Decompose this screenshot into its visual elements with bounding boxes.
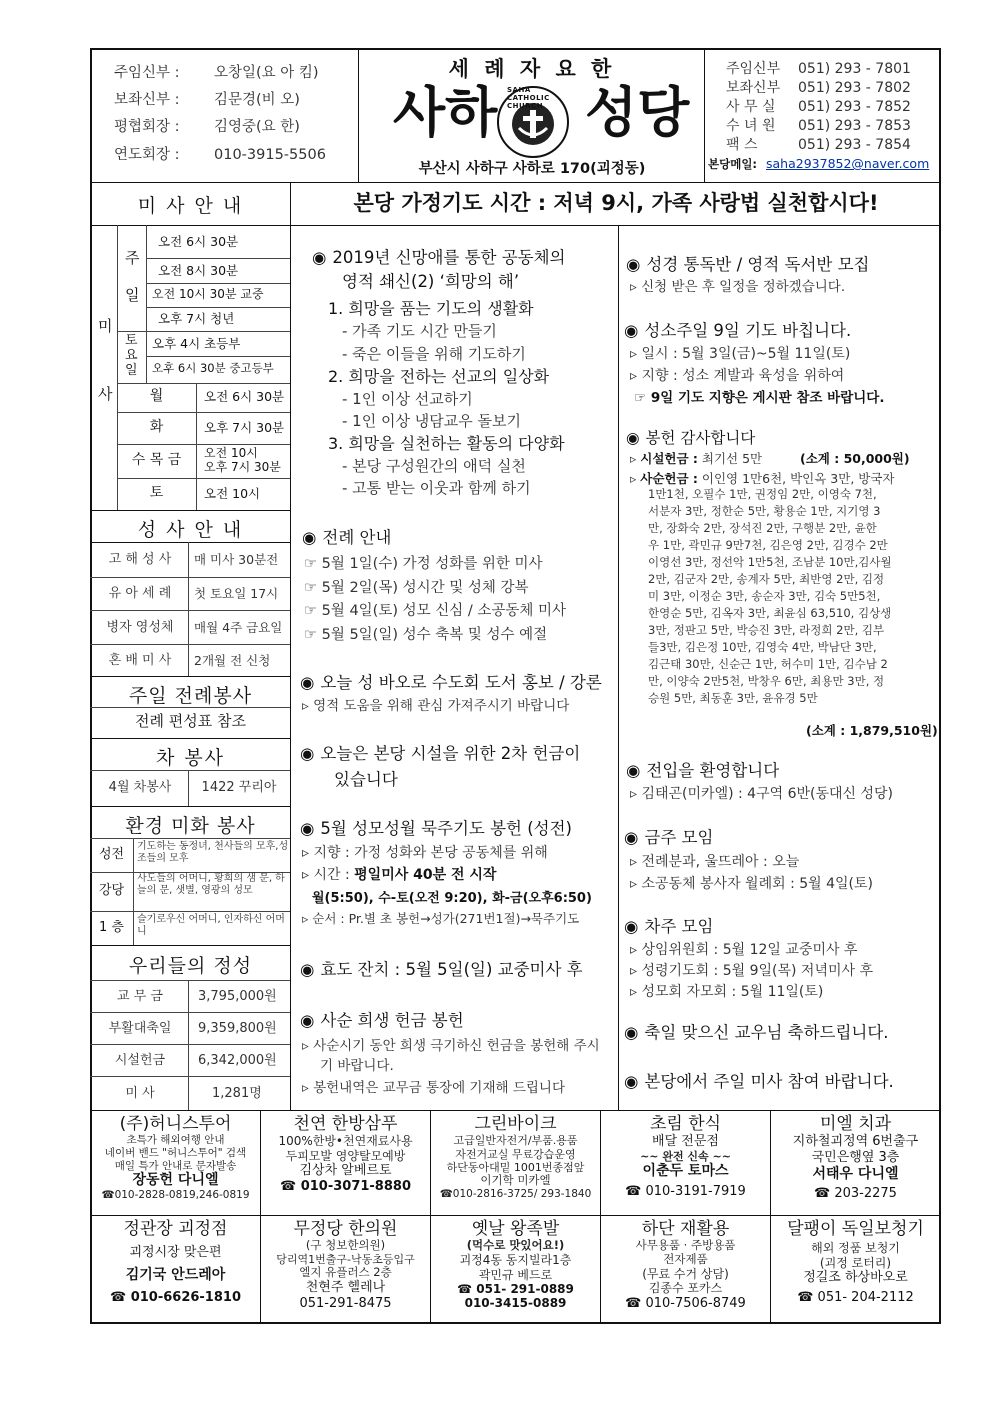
divider: [90, 1076, 290, 1077]
triangle-icon: ▹: [630, 984, 638, 1000]
ad-name: 정관장 괴정점: [123, 1219, 228, 1239]
ad-line: 초특가 해외여행 안내: [126, 1134, 225, 1147]
bullet-icon: ◉: [624, 917, 639, 936]
car-title: 차 봉사: [155, 747, 226, 769]
bullet-icon: ◉: [300, 744, 315, 763]
contact-number: 051) 293 - 7853: [798, 118, 911, 134]
env-groups: 사도들의 어머니, 황희의 샘 문, 하늘의 문, 샛별, 영광의 성모: [137, 873, 285, 896]
ad-phone: ☎010-2828-0819,246-0819: [101, 1188, 250, 1201]
divider: [90, 676, 290, 677]
ad-phone: 051-291-8475: [299, 1295, 392, 1311]
s4-title: ◉ 오늘은 본당 시설을 위한 2차 헌금이: [300, 744, 581, 763]
divider: [117, 444, 290, 445]
triangle-icon: ▹: [630, 368, 638, 384]
s5-line: 월(5:50), 수-토(오전 9:20), 화-금(오후6:50): [312, 891, 592, 906]
r3-donor-line: 서분자 3만, 정한순 5만, 황용순 1만, 지기영 3: [648, 504, 881, 518]
divider: [188, 980, 189, 1110]
s5-title: ◉ 5월 성모성월 묵주기도 봉헌 (성전): [300, 819, 572, 838]
divider: [188, 542, 189, 676]
s1-item: - 고통 받는 이웃과 함께 하기: [342, 479, 531, 497]
r3-donor-line: 2만, 김군자 2만, 송계자 5만, 최반영 2만, 김정: [648, 572, 885, 586]
s5-line: ▹ 지향 : 가정 성화와 본당 공동체를 위해: [302, 845, 548, 861]
r3-donor-line: 한영순 5만, 김옥자 3만, 최윤심 63,510, 김상생: [648, 606, 892, 620]
sunday-mass-time: 오후 7시 청년: [158, 311, 235, 326]
divider: [90, 911, 290, 912]
saturday-label: 요: [125, 348, 138, 363]
parish-name-left: 사하: [393, 81, 498, 144]
liturgy-title: 주일 전례봉사: [128, 685, 253, 707]
sunday-mass-time: 오전 8시 30분: [158, 263, 239, 278]
ad-line: 엘지 유플러스 2층: [299, 1265, 392, 1280]
contact-number: 051) 293 - 7852: [798, 99, 911, 115]
ad-owner: 장동헌 다니엘: [132, 1172, 219, 1189]
triangle-icon: ▹: [630, 451, 637, 466]
ads-divider: [90, 1110, 941, 1111]
offering-item: 미 사: [125, 1086, 155, 1101]
triangle-icon: ▹: [630, 346, 638, 362]
ad-name: 무정당 한의원: [293, 1219, 398, 1239]
r3-donor-line: 만, 장화숙 2만, 장석진 2만, 구행분 2만, 윤한: [648, 521, 877, 535]
ad-line: 네이버 밴드 "허니스투어" 검색: [104, 1146, 247, 1159]
sacrament-name: 병자 영성체: [106, 620, 174, 635]
contact-label: 사 무 실: [726, 99, 776, 115]
ad-line: 괴정시장 맞은편: [129, 1245, 222, 1261]
saturday-label: 일: [125, 363, 138, 378]
divider: [90, 707, 290, 708]
offering-item: 부활대축일: [108, 1021, 172, 1036]
ad-name: (주)허니스투어: [119, 1114, 232, 1134]
r3-line: ▹ 사순헌금 : 이인영 1만6천, 박인옥 3만, 방국자: [630, 471, 895, 486]
divider: [90, 838, 290, 839]
r3-donor-line: 들3만, 김은정 10만, 김영숙 4만, 박남단 3만,: [648, 640, 877, 654]
divider: [90, 644, 290, 645]
s3-title: ◉ 오늘 성 바오로 수도회 도서 홍보 / 강론: [300, 673, 602, 692]
staff-name: 김영중(요 한): [214, 119, 300, 135]
ad-owner: 이기학 미카엘: [480, 1172, 551, 1187]
email-label: 본당메일:: [708, 157, 758, 171]
s2-item: ☞ 5월 1일(수) 가정 성화를 위한 미사: [304, 556, 543, 572]
saturday-mass-time: 오후 6시 30분 중고등부: [152, 361, 274, 375]
s1-item: 3. 희망을 실천하는 활동의 다양화: [328, 434, 565, 453]
ad-phone-2: 010-3415-0889: [464, 1296, 567, 1311]
weekday-time: 오후 7시 30분: [204, 460, 281, 474]
mass-title: 미 사 안 내: [137, 195, 244, 217]
ad-miel-dental: [772, 1114, 939, 1202]
triangle-icon: ▹: [302, 911, 309, 926]
ad-line: 괴정4동 동지빌라1층: [459, 1253, 572, 1268]
divider: [90, 1012, 290, 1013]
offering-amount: 9,359,800원: [198, 1021, 277, 1036]
ad-phone: ☎ 051- 291-0889: [457, 1281, 574, 1296]
staff-name: 김문경(비 오): [214, 92, 300, 108]
contact-label: 주임신부: [726, 61, 781, 77]
divider: [117, 478, 290, 479]
ad-owner: 김기국 안드레아: [125, 1266, 226, 1283]
divider: [90, 770, 290, 771]
ad-phone: ☎010-2816-3725/ 293-1840: [439, 1187, 592, 1200]
ad-line: (무료 수거 상담): [642, 1266, 729, 1281]
weekday-time: 오후 7시 30분: [204, 420, 285, 435]
env-location: 성전: [98, 847, 125, 862]
email-link[interactable]: saha2937852@naver.com: [766, 156, 930, 171]
r5-line: ▹ 전례분과, 울뜨레아 : 오늘: [630, 854, 800, 870]
ad-owner: 천현주 헬레나: [305, 1280, 386, 1296]
r3-donor-line: 1만1천, 오필수 1만, 권정임 2만, 이영숙 7천,: [648, 487, 877, 501]
triangle-icon: ▹: [630, 279, 637, 295]
parish-patron: 세 례 자 요 한: [448, 57, 616, 81]
ad-line: (구 청보한의원): [305, 1238, 386, 1253]
env-location: 강당: [98, 883, 125, 898]
s5-line: ▹ 시간 : 평일미사 40분 전 시작: [302, 867, 497, 883]
triangle-icon: ▹: [302, 1080, 309, 1096]
r2-line: ☞ 9일 기도 지향은 게시판 참조 바랍니다.: [634, 390, 885, 406]
divider: [90, 577, 290, 578]
bullet-icon: ◉: [302, 528, 317, 547]
saturday-mass-time: 오후 4시 초등부: [152, 336, 241, 351]
hand-pointer-icon: ☞: [304, 603, 317, 619]
hand-pointer-icon: ☞: [304, 556, 317, 572]
bullet-icon: ◉: [300, 819, 315, 838]
s4-title-line2: 있습니다: [334, 770, 398, 789]
divider: [188, 770, 189, 806]
contact-number: 051) 293 - 7801: [798, 61, 911, 77]
liturgy-text: 전례 편성표 참조: [135, 712, 246, 730]
ad-jeonggwanjang: [92, 1219, 259, 1305]
ad-line: 고급일반자전거/부품.용품: [453, 1134, 578, 1148]
divider: [117, 383, 290, 384]
ad-herbal-shampoo: [262, 1114, 429, 1194]
ad-phone: ☎ 051- 204-2112: [797, 1289, 914, 1305]
ad-line: ~~ 완전 신속 ~~: [640, 1149, 731, 1163]
offering-amount: 3,795,000원: [198, 989, 277, 1004]
sacrament-info: 2개월 전 신청: [194, 653, 271, 668]
s1-item: - 1인 이상 선교하기: [342, 390, 473, 408]
ad-owner: 김상차 알베르토: [299, 1163, 392, 1179]
r2-title: ◉ 성소주일 9일 기도 바칩니다.: [624, 321, 852, 340]
ad-owner: 김종수 포카스: [648, 1281, 723, 1296]
headline: 본당 가정기도 시간 : 저녁 9시, 가족 사랑법 실천합시다!: [353, 191, 879, 215]
r6-title: ◉ 차주 모임: [624, 917, 714, 936]
ad-line: 매일 특가 안내로 문자발송: [114, 1159, 237, 1172]
env-title: 환경 미화 봉사: [125, 815, 256, 837]
sacrament-info: 첫 토요일 17시: [194, 586, 279, 601]
ad-mujeongdang-clinic: [262, 1219, 429, 1311]
triangle-icon: ▹: [302, 1038, 309, 1054]
s7-line: ▹ 봉헌내역은 교무금 통장에 기재해 드립니다: [302, 1080, 565, 1096]
r2-line: ▹ 지향 : 성소 계발과 육성을 위하여: [630, 368, 845, 384]
ads-vline: [770, 1110, 771, 1324]
sacrament-name: 혼 배 미 사: [108, 653, 172, 668]
sunday-mass-time: 오전 6시 30분: [158, 234, 239, 249]
r5-title: ◉ 금주 모임: [624, 828, 714, 847]
r3-donor-line: 3만, 정판고 5만, 박승진 3만, 라정희 2만, 김부: [648, 623, 885, 637]
offering-title: 우리들의 정성: [128, 955, 253, 977]
ad-line: 배달 전문점: [652, 1134, 719, 1150]
ad-name: 달팽이 독일보청기: [787, 1219, 924, 1239]
ad-phone: ☎ 010-3071-8880: [279, 1178, 411, 1194]
r3-donor-line: 미 3만, 이정순 3만, 송순자 3만, 김숙 5만5천,: [648, 589, 881, 603]
ad-line: (먹수로 맛있어요!): [466, 1238, 565, 1253]
r1-text: ▹ 신청 받은 후 일정을 정하겠습니다.: [630, 279, 846, 295]
r3-donor-line: 이영선 3만, 정선악 1만5천, 조남분 10만,김사월: [648, 555, 892, 569]
s2-item: ☞ 5월 5일(일) 성수 축복 및 성수 예절: [304, 627, 548, 643]
divider: [90, 510, 290, 511]
offering-item: 시설헌금: [114, 1053, 166, 1068]
header-divider: [90, 182, 941, 183]
ad-line: 두피모발 영양탈모예방: [285, 1148, 406, 1163]
s1-item: - 가족 기도 시간 만들기: [342, 322, 497, 340]
ad-name: 그린바이크: [474, 1114, 557, 1134]
r3-donor-line: 우 1만, 곽민규 9만7천, 김은영 2만, 김경수 2만: [648, 538, 888, 552]
triangle-icon: ▹: [630, 854, 638, 870]
s1-item: - 죽은 이들을 위해 기도하기: [342, 345, 526, 363]
staff-name: 010-3915-5506: [214, 147, 326, 163]
sunday-label: 주: [125, 249, 140, 267]
r7-title: ◉ 축일 맞으신 교우님 축하드립니다.: [624, 1023, 889, 1042]
ad-hadan-recycle: [602, 1219, 769, 1311]
s1-item: - 1인 이상 냉담교우 돌보기: [342, 412, 521, 430]
divider: [90, 738, 290, 739]
env-groups: 기도하는 동정녀, 천사들의 모후,성조들의 모후: [137, 841, 289, 864]
staff-name: 오창일(요 아 킴): [214, 65, 319, 81]
env-groups: 슬기로우신 어머니, 인자하신 어머니: [137, 914, 285, 937]
s2-item: ☞ 5월 2일(목) 성시간 및 성체 강복: [304, 580, 529, 596]
staff-role: 연도회장 :: [114, 147, 180, 163]
contact-label: 보좌신부: [726, 80, 781, 96]
hand-pointer-icon: ☞: [304, 580, 317, 596]
staff-role: 평협회장 :: [114, 119, 180, 135]
staff-role: 주임신부 :: [114, 65, 180, 81]
staff-role: 보좌신부 :: [114, 92, 180, 108]
s1-item: 2. 희망을 전하는 선교의 일상화: [328, 367, 550, 386]
divider: [90, 542, 290, 543]
ads-vline: [260, 1110, 261, 1324]
s2-title: ◉ 전례 안내: [302, 528, 392, 547]
ad-chorim-korean: [602, 1114, 769, 1200]
sacrament-info: 매 미사 30분전: [194, 552, 279, 567]
s6-title: ◉ 효도 잔치 : 5월 5일(일) 교중미사 후: [300, 960, 583, 979]
header-vline-1: [358, 48, 359, 182]
car-month: 4월 차봉사: [108, 780, 172, 795]
bullet-icon: ◉: [300, 1011, 315, 1030]
header-vline-2: [704, 48, 705, 182]
ad-royal-jokbal: [432, 1219, 599, 1311]
divider: [90, 980, 290, 981]
car-group: 1422 꾸리아: [201, 780, 277, 795]
weekday: 토: [149, 485, 164, 501]
divider: [90, 610, 290, 611]
divider: [117, 412, 290, 413]
r3-total: (소계 : 1,879,510원): [806, 723, 938, 738]
r3-donor-line: 승원 5만, 최동훈 3만, 윤유경 5만: [648, 691, 818, 705]
sacrament-info: 매월 4주 금요일: [194, 620, 283, 635]
divider: [146, 225, 147, 383]
bullet-icon: ◉: [626, 761, 641, 780]
sacrament-name: 고 해 성 사: [108, 552, 172, 567]
s2-item: ☞ 5월 4일(토) 성모 신심 / 소공동체 미사: [304, 603, 567, 619]
sacrament-name: 유 아 세 례: [108, 586, 172, 601]
s5-line: ▹ 순서 : Pr.별 초 봉헌→성가(271번1절)→묵주기도: [302, 911, 580, 926]
contact-label: 수 녀 원: [726, 118, 776, 134]
ads-vline: [600, 1110, 601, 1324]
divider: [146, 258, 290, 259]
s1-item: 1. 희망을 품는 기도의 생활화: [328, 299, 534, 318]
r3-donor-line: 만, 이양숙 2만5천, 박창우 6만, 최용만 3만, 정: [648, 674, 885, 688]
triangle-icon: ▹: [302, 867, 310, 883]
col-divider-left: [290, 182, 291, 1110]
divider: [90, 945, 290, 946]
s1-item: - 본당 구성원간의 애덕 실천: [342, 457, 526, 475]
s1-title: ◉ 2019년 신망애를 통한 공동체의: [312, 248, 566, 267]
env-location: 1 층: [99, 920, 124, 935]
s7-line: ▹ 사순시기 동안 희생 극기하신 헌금을 봉헌해 주시: [302, 1038, 600, 1054]
ad-name: 천연 한방삼푸: [293, 1114, 398, 1134]
divider: [90, 1044, 290, 1045]
contact-label: 팩 스: [726, 137, 758, 153]
divider: [146, 356, 290, 357]
parish-address: 부산시 사하구 사하로 170(괴정동): [418, 161, 646, 177]
r3-title: ◉ 봉헌 감사합니다: [626, 429, 756, 447]
weekday-time: 오전 6시 30분: [204, 389, 285, 404]
ad-line: 사무용품 · 주방용품: [635, 1238, 736, 1253]
ad-phone: ☎ 203-2275: [814, 1186, 897, 1202]
r1-title: ◉ 성경 통독반 / 영적 독서반 모집: [626, 255, 870, 274]
ad-line: 하단동아대밑 1001번종점앞: [446, 1160, 585, 1174]
ad-name: 하단 재활용: [641, 1219, 730, 1239]
divider: [90, 806, 290, 807]
bullet-icon: ◉: [312, 248, 327, 267]
r8-title: ◉ 본당에서 주일 미사 참여 바랍니다.: [624, 1072, 894, 1091]
s1-title-line2: 영적 쇄신(2) ‘희망의 해’: [342, 272, 520, 291]
weekday-time: 오전 10시: [204, 446, 258, 460]
triangle-icon: ▹: [630, 963, 638, 979]
ad-honeys-tour: [92, 1114, 259, 1202]
ad-snail-hearing-aid: [772, 1219, 939, 1305]
bullet-icon: ◉: [300, 960, 315, 979]
divider: [196, 383, 197, 510]
bullet-icon: ◉: [624, 1023, 639, 1042]
ad-owner: 곽민규 베드로: [478, 1267, 553, 1282]
emblem-text: SAHA CATHOLIC CHURCH: [507, 86, 550, 110]
bullet-icon: ◉: [624, 1072, 639, 1091]
r4-title: ◉ 전입을 환영합니다: [626, 761, 780, 780]
ad-phone: ☎ 010-6626-1810: [109, 1289, 241, 1305]
weekday-time: 오전 10시: [204, 486, 261, 501]
ad-phone: ☎ 010-3191-7919: [625, 1183, 746, 1199]
s3-text: ▹ 영적 도움을 위해 관심 가져주시기 바랍니다: [302, 698, 570, 714]
r6-line: ▹ 상임위원회 : 5월 12일 교중미사 후: [630, 942, 858, 958]
mass-side-label: 미: [98, 317, 113, 335]
triangle-icon: ▹: [630, 471, 637, 486]
sunday-mass-time: 오전 10시 30분 교중: [152, 287, 264, 301]
ad-line: 지하철괴정역 6번출구: [792, 1134, 919, 1150]
ad-green-bike: [432, 1114, 599, 1200]
weekday: 수 목 금: [131, 452, 182, 468]
triangle-icon: ▹: [630, 942, 638, 958]
divider: [146, 307, 290, 308]
r3-donor-line: 김근태 30만, 신순근 1만, 허수미 1만, 김수남 2: [648, 657, 888, 671]
r6-line: ▹ 성령기도회 : 5월 9일(목) 저녁미사 후: [630, 963, 874, 979]
triangle-icon: ▹: [302, 698, 309, 714]
mass-side-label: 사: [98, 385, 113, 403]
offering-amount: 1,281명: [212, 1086, 262, 1101]
hand-pointer-icon: ☞: [304, 627, 317, 643]
divider: [133, 838, 134, 945]
divider: [117, 331, 290, 332]
ad-name: 초림 한식: [649, 1114, 722, 1134]
divider: [146, 283, 290, 284]
s7-line: 기 바랍니다.: [320, 1058, 394, 1074]
divider: [90, 225, 290, 226]
ad-line: 해외 정품 보청기: [811, 1241, 900, 1256]
ad-owner: 서태우 다니엘: [812, 1165, 899, 1182]
contact-number: 051) 293 - 7802: [798, 80, 911, 96]
ads-divider: [90, 1215, 941, 1216]
ad-line: 당리역1번출구-낙동초등입구: [276, 1253, 415, 1267]
ad-phone: ☎ 010-7506-8749: [625, 1295, 746, 1311]
ad-line: 국민은행옆 3층: [811, 1149, 900, 1165]
r6-line: ▹ 성모회 자모회 : 5월 11일(토): [630, 984, 824, 1000]
bullet-icon: ◉: [300, 673, 315, 692]
bullet-icon: ◉: [626, 429, 640, 447]
saturday-label: 토: [125, 333, 138, 348]
triangle-icon: ▹: [302, 845, 310, 861]
r5-line: ▹ 소공동체 봉사자 월례회 : 5월 4일(토): [630, 876, 874, 892]
ad-line: 자전거교실 무료강습운영: [455, 1147, 576, 1161]
r3-subtotal: (소계 : 50,000원): [800, 451, 910, 466]
hand-pointer-icon: ☞: [634, 390, 647, 406]
sacrament-title: 성 사 안 내: [137, 519, 244, 541]
triangle-icon: ▹: [630, 786, 638, 802]
offering-item: 교 무 금: [117, 989, 163, 1004]
r3-line: ▹ 시설헌금 : 최기선 5만: [630, 451, 763, 466]
weekday: 화: [149, 419, 164, 435]
ad-owner: 정길조 하상바오로: [803, 1270, 908, 1286]
ad-line: 100%한방•천연재료사용: [278, 1134, 413, 1149]
bullet-icon: ◉: [626, 255, 641, 274]
weekday: 월: [149, 388, 164, 404]
contact-number: 051) 293 - 7854: [798, 137, 911, 153]
bullet-icon: ◉: [624, 321, 639, 340]
triangle-icon: ▹: [630, 876, 638, 892]
ad-line: 전자제품: [663, 1252, 708, 1267]
parish-name-right: 성당: [585, 81, 690, 144]
ad-name: 옛날 왕족발: [471, 1219, 560, 1239]
r2-line: ▹ 일시 : 5월 3일(금)~5월 11일(토): [630, 346, 851, 362]
ad-line: (괴정 로터리): [819, 1255, 892, 1270]
offering-amount: 6,342,000원: [198, 1053, 277, 1068]
col-divider-right: [618, 225, 619, 1110]
ad-name: 미엘 치과: [819, 1114, 892, 1134]
headline-divider: [290, 225, 941, 226]
sunday-label: 일: [125, 286, 140, 304]
ads-vline: [430, 1110, 431, 1324]
bullet-icon: ◉: [624, 828, 639, 847]
parish-emblem-icon: [495, 84, 571, 160]
s7-title: ◉ 사순 희생 헌금 봉헌: [300, 1011, 464, 1030]
r4-text: ▹ 김태곤(미카엘) : 4구역 6반(동대신 성당): [630, 786, 893, 802]
ad-owner: 이춘두 토마스: [642, 1163, 729, 1180]
